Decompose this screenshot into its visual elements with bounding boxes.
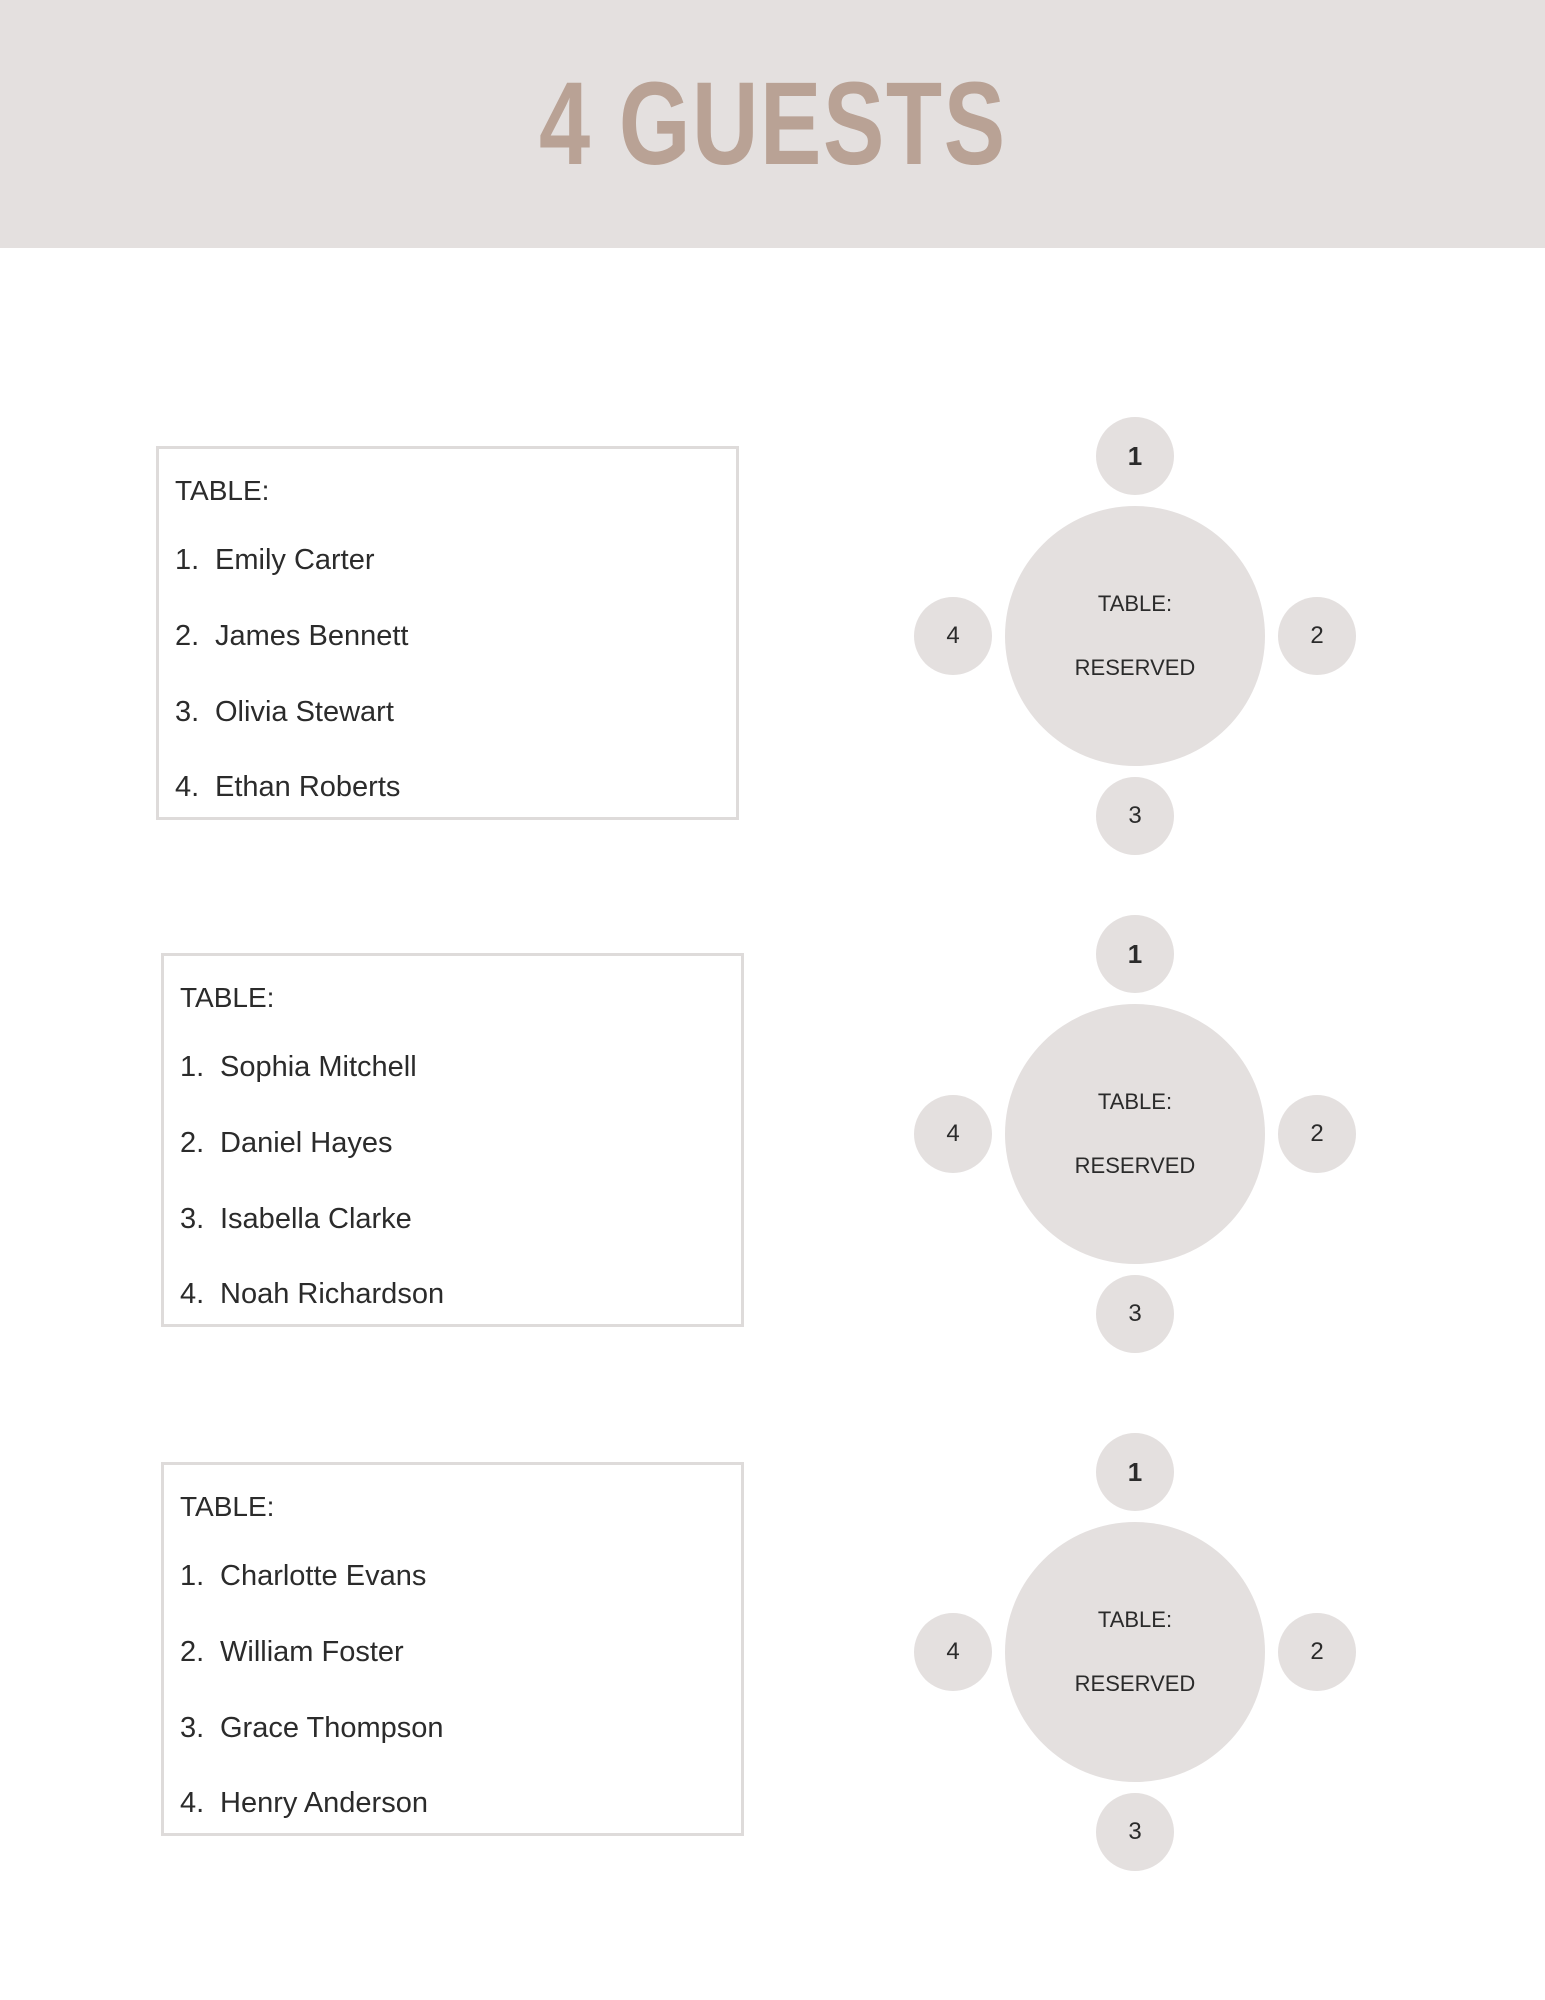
guest-name: Olivia Stewart (215, 696, 394, 728)
guest-number: 1. (175, 544, 200, 576)
table-group-3 (0, 1429, 1545, 1879)
guest-list-item (180, 1787, 428, 1820)
guest-list-box (161, 953, 744, 1327)
seat-1: 1 (1096, 417, 1174, 495)
round-table (1005, 1522, 1265, 1782)
guest-number: 3. (175, 696, 200, 728)
table-label: TABLE: (1097, 1607, 1173, 1632)
table-status: RESERVED (1074, 1671, 1196, 1696)
guest-list-item (180, 1712, 444, 1745)
seat-1: 1 (1096, 1433, 1174, 1511)
guest-name: Noah Richardson (220, 1278, 445, 1310)
guest-name: Ethan Roberts (215, 771, 401, 803)
header-banner (0, 0, 1545, 248)
table-group-1 (0, 413, 1545, 863)
guest-list-item (180, 1560, 426, 1593)
table-status: RESERVED (1074, 1153, 1196, 1178)
round-table (1005, 506, 1265, 766)
guest-list-title: TABLE: (180, 1491, 275, 1522)
guest-name: Emily Carter (215, 544, 375, 576)
guest-number: 4. (180, 1787, 205, 1819)
guest-number: 1. (180, 1051, 205, 1083)
table-status: RESERVED (1074, 655, 1196, 680)
guest-name: Daniel Hayes (220, 1127, 393, 1159)
guest-name: Charlotte Evans (220, 1560, 427, 1592)
guest-list-item (180, 1203, 412, 1236)
guest-number: 3. (180, 1203, 205, 1235)
table-label: TABLE: (1097, 1089, 1173, 1114)
guest-list-item (180, 1051, 417, 1084)
seat-4: 4 (914, 1095, 992, 1173)
guest-list-item (180, 1278, 444, 1311)
seat-4: 4 (914, 1613, 992, 1691)
guest-list-item (180, 1127, 392, 1160)
guest-list-item (175, 544, 375, 577)
guest-list-item (175, 696, 394, 729)
round-table (1005, 1004, 1265, 1264)
guest-number: 4. (180, 1278, 205, 1310)
guest-list-title: TABLE: (180, 982, 275, 1013)
guest-number: 2. (175, 620, 200, 652)
seat-1: 1 (1096, 915, 1174, 993)
seat-3: 3 (1096, 1275, 1174, 1353)
guest-number: 2. (180, 1127, 205, 1159)
guest-name: Grace Thompson (220, 1712, 444, 1744)
guest-name: Isabella Clarke (220, 1203, 412, 1235)
guest-list-box (161, 1462, 744, 1836)
guest-list-title: TABLE: (175, 475, 270, 506)
table-group-2 (0, 911, 1545, 1361)
guest-list-item (175, 620, 408, 653)
seat-4: 4 (914, 597, 992, 675)
guest-list-box (156, 446, 739, 820)
seat-3: 3 (1096, 777, 1174, 855)
guest-number: 3. (180, 1712, 205, 1744)
guest-list-item (175, 771, 400, 804)
guest-number: 1. (180, 1560, 205, 1592)
seat-2: 2 (1278, 1095, 1356, 1173)
guest-name: Henry Anderson (220, 1787, 428, 1819)
seat-3: 3 (1096, 1793, 1174, 1871)
guest-list-item (180, 1636, 404, 1669)
guest-name: Sophia Mitchell (220, 1051, 417, 1083)
seat-2: 2 (1278, 597, 1356, 675)
table-label: TABLE: (1097, 591, 1173, 616)
guest-number: 2. (180, 1636, 205, 1668)
guest-number: 4. (175, 771, 200, 803)
seat-2: 2 (1278, 1613, 1356, 1691)
guest-name: William Foster (220, 1636, 404, 1668)
page-title: 4 GUESTS (538, 58, 1007, 190)
guest-name: James Bennett (215, 620, 409, 652)
